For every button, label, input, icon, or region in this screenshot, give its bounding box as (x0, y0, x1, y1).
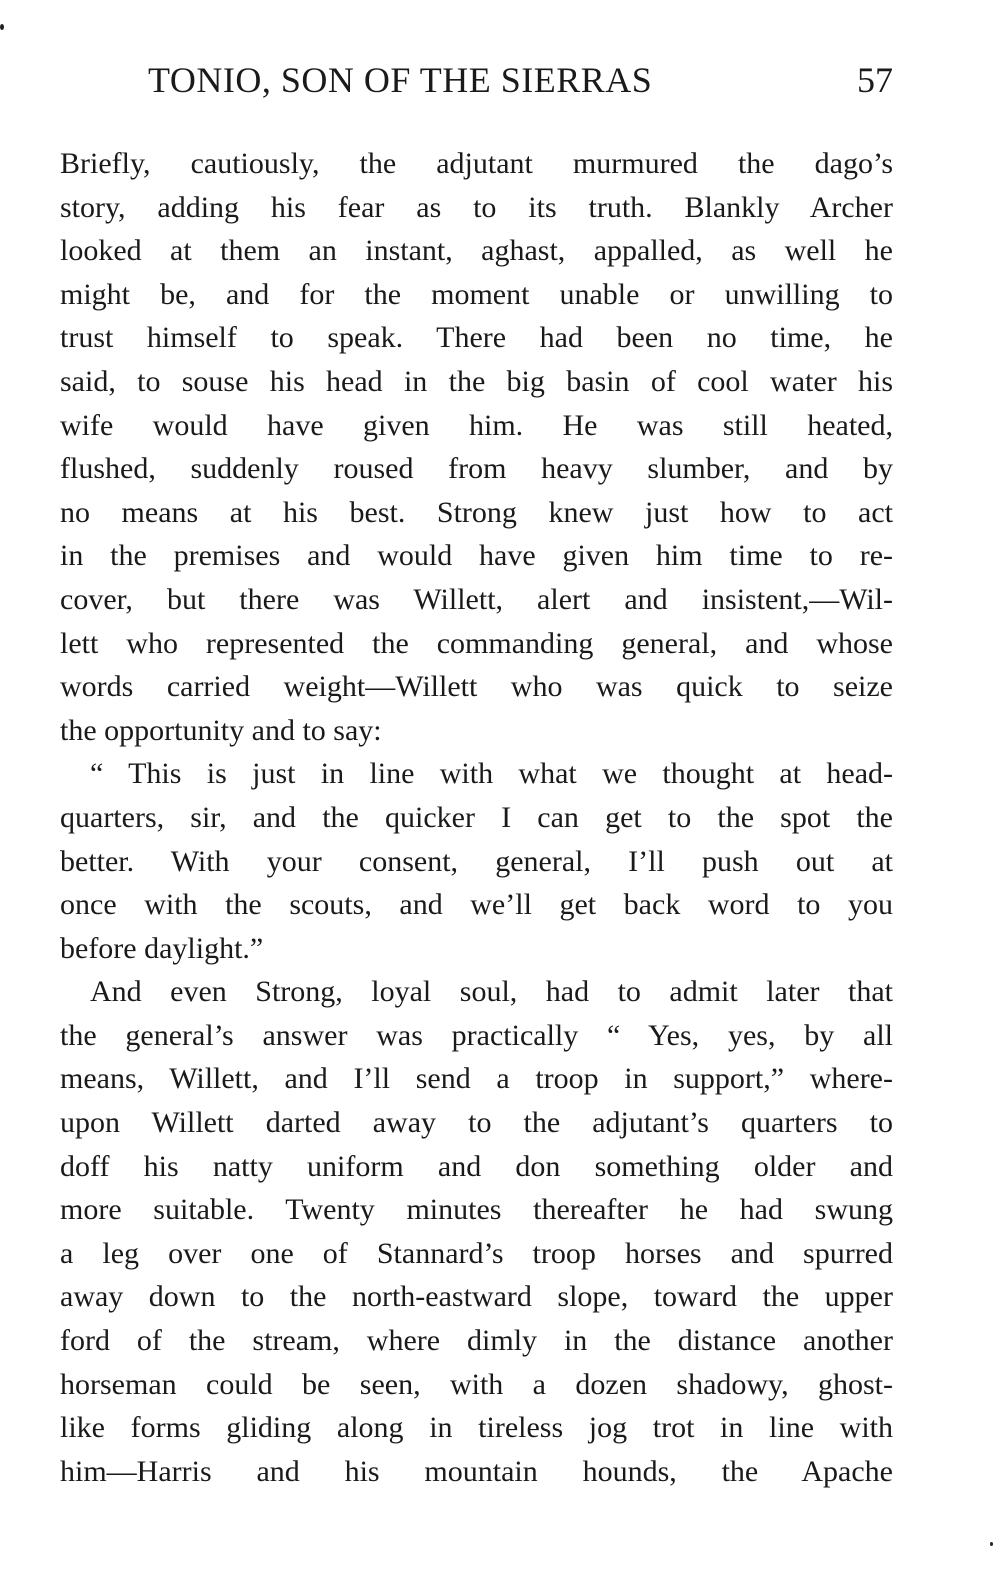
page-number: 57 (857, 60, 893, 100)
text-line: trust himself to speak. There had been no time, he (60, 321, 893, 355)
text-line: “ This is just in line with what we thought at head- (90, 757, 893, 791)
text-line: the general’s answer was practically “ Yes, yes, by all (60, 1018, 893, 1052)
text-line: means, Willett, and I’ll send a troop in support,” where- (60, 1062, 893, 1096)
text-line: once with the scouts, and we’ll get back word to you (60, 888, 893, 922)
text-line: ford of the stream, where dimly in the distance another (60, 1324, 893, 1358)
text-line: looked at them an instant, aghast, appalled, as well he (60, 234, 893, 268)
text-line: him—Harris and his mountain hounds, the Apache (60, 1454, 893, 1488)
text-line: Briefly, cautiously, the adjutant murmured the dago’s (60, 147, 893, 180)
body-text (60, 142, 893, 1493)
text-line: And even Strong, loyal soul, had to admit later that (90, 975, 893, 1009)
text-line: upon Willett darted away to the adjutant’s quarters to (60, 1106, 893, 1140)
text-line: story, adding his fear as to its truth. Blankly Archer (60, 190, 893, 224)
text-line: in the premises and would have given him time to re- (60, 539, 893, 573)
text-line: flushed, suddenly roused from heavy slumber, and by (60, 452, 893, 486)
text-line: better. With your consent, general, I’ll push out at (60, 844, 893, 878)
text-line: away down to the north-eastward slope, toward the upper (60, 1280, 893, 1314)
page-header (60, 58, 893, 102)
text-line: might be, and for the moment unable or unwilling to (60, 277, 893, 311)
text-line: cover, but there was Willett, alert and insistent,—Wil- (60, 582, 893, 616)
text-line: horseman could be seen, with a dozen shadowy, ghost- (60, 1367, 893, 1401)
text-line: said, to souse his head in the big basin of cool water his (60, 364, 893, 398)
text-line: doff his natty uniform and don something older and (60, 1149, 893, 1183)
text-line: lett who represented the commanding general, and whose (60, 626, 893, 660)
print-speck (0, 24, 4, 30)
text-line: before daylight.” (60, 931, 264, 965)
text-line: quarters, sir, and the quicker I can get to the spot the (60, 800, 893, 834)
running-title: TONIO, SON OF THE SIERRAS (148, 60, 653, 100)
print-speck (990, 1542, 993, 1546)
text-line: more suitable. Twenty minutes thereafter he had swung (60, 1193, 893, 1227)
text-line: a leg over one of Stannard’s troop horses and spurred (60, 1236, 893, 1270)
text-line: no means at his best. Strong knew just how to act (60, 495, 893, 529)
text-line: wife would have given him. He was still heated, (60, 408, 893, 442)
text-line: words carried weight—Willett who was quick to seize (60, 670, 893, 704)
text-line: like forms gliding along in tireless jog trot in line with (60, 1411, 893, 1445)
text-line: the opportunity and to say: (60, 713, 382, 747)
